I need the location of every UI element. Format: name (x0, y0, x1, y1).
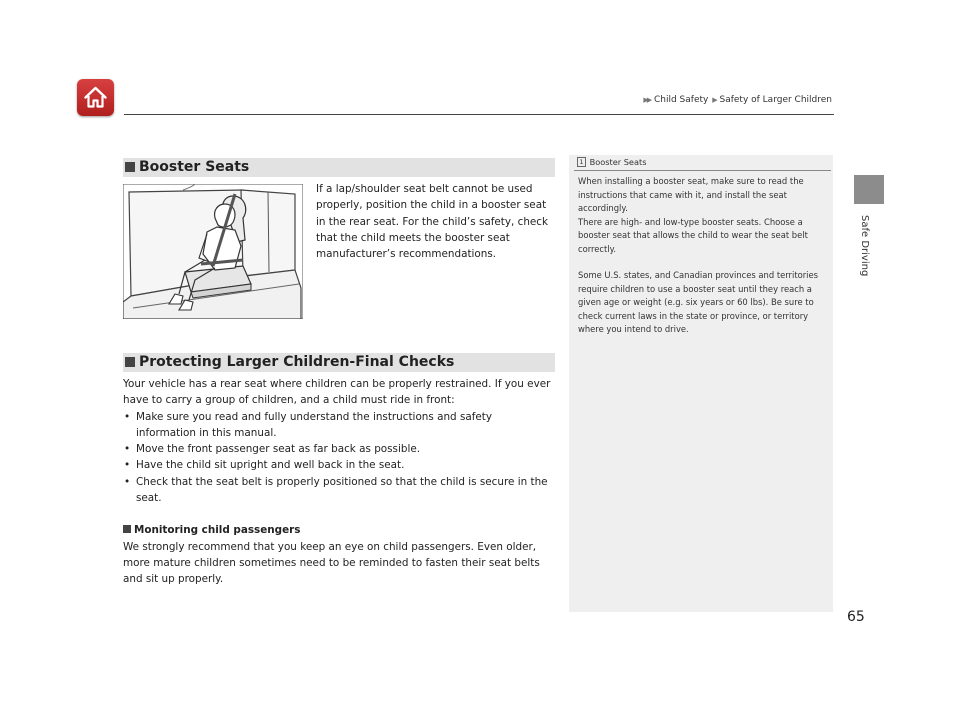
final-checks-intro: Your vehicle has a rear seat where children can be properly restrained. If you ever have to carry a group of children, and a child must ride in front: (123, 378, 551, 407)
monitoring-title: Monitoring child passengers (134, 524, 301, 537)
chapter-label: Safe Driving (859, 215, 870, 277)
note-title: Booster Seats (589, 157, 647, 167)
note-ref-icon: 1 (577, 157, 586, 167)
house-icon (83, 85, 108, 110)
note-paragraph: When installing a booster seat, make sure to read the instructions that came with it, and install the seat accordingly. There are high- and low-type booster seats. Choose a booster seat that allows the child to wear the seat belt correctly. (578, 176, 808, 254)
booster-seats-heading (123, 158, 555, 177)
breadcrumb-safety-of-larger-children: Safety of Larger Children (719, 95, 832, 105)
booster-seats-title: Booster Seats (139, 159, 250, 175)
breadcrumb (642, 95, 832, 105)
breadcrumb-child-safety[interactable]: Child Safety (653, 95, 709, 105)
list-item: • Have the child sit upright and well back in the seat. (123, 457, 555, 473)
note-body (578, 175, 826, 337)
note-header (577, 157, 646, 167)
final-checks-heading (123, 353, 555, 372)
child-booster-seat-illustration (123, 184, 303, 319)
note-paragraph: Some U.S. states, and Canadian provinces and territories require children to use a booster seat until they reach a given age or weight (e.g. six years or 60 lbs). Be sure to check current laws in the state or province, or territory where you intend to drive. (578, 270, 819, 334)
home-button[interactable] (77, 79, 114, 116)
final-checks-body (123, 376, 555, 588)
monitoring-heading (123, 522, 555, 538)
header-divider (124, 114, 834, 115)
monitoring-text: We strongly recommend that you keep an eye on child passengers. Even older, more mature children sometimes need to be reminded to fasten their seat belts and sit up properly. (123, 540, 540, 586)
note-divider (574, 170, 831, 171)
subheading-square-icon (123, 525, 131, 533)
booster-seats-text: If a lap/shoulder seat belt cannot be used properly, position the child in a booster seat in the rear seat. For the child’s safety, check that the child meets the booster seat manufacturer’s recommendations. (316, 183, 549, 261)
booster-seats-note (569, 155, 833, 612)
list-item: • Move the front passenger seat as far back as possible. (123, 441, 555, 457)
page-number: 65 (847, 609, 865, 625)
final-checks-list (123, 409, 555, 507)
final-checks-title: Protecting Larger Children-Final Checks (139, 354, 455, 370)
heading-square-icon (125, 162, 135, 172)
breadcrumb-separator-icon: ▶ (712, 96, 716, 104)
chapter-tab[interactable] (854, 175, 884, 204)
list-item: • Check that the seat belt is properly positioned so that the child is secure in the seat. (123, 474, 555, 507)
heading-square-icon (125, 357, 135, 367)
list-item: • Make sure you read and fully understand the instructions and safety information in this manual. (123, 409, 555, 442)
breadcrumb-arrow-icon: ▶▶ (643, 96, 651, 104)
